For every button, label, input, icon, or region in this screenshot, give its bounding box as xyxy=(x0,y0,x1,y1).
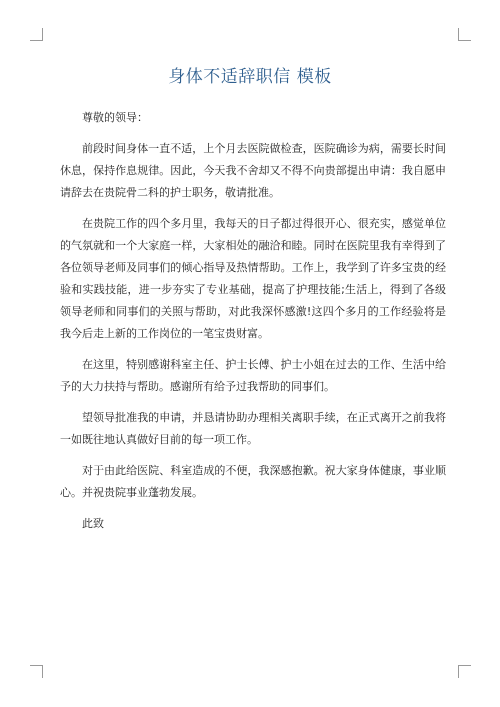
paragraph-2: 在贵院工作的四个多月里，我每天的日子都过得很开心、很充实，感觉单位的气氛就和一个大家庭一样，大家相处的融洽和睦。同时在医院里我有幸得到了各位领导老师及同事们的倾心指导及热情帮助。工作上，我学到了许多宝贵的经验和实践技能，进一步夯实了专业基础，提高了护理技能;生活上，得到了各级领导老师和同事们的关照与帮助，对此我深怀感激!这四个多月的工作经验将是我今后走上新的工作岗位的一笔宝贵财富。 xyxy=(60,217,446,340)
closing: 此致 xyxy=(82,517,104,530)
document-title: 身体不适辞职信 模板 xyxy=(168,67,332,87)
salutation: 尊敬的领导： xyxy=(82,111,148,124)
page-corner-mark-bottom-right xyxy=(458,665,471,678)
page-corner-mark-top-left xyxy=(30,28,43,41)
page-corner-mark-top-right xyxy=(458,28,471,41)
paragraph-5: 对于由此给医院、科室造成的不便，我深感抱歉。祝大家身体健康，事业顺心。并祝贵院事业蓬勃发展。 xyxy=(60,464,446,499)
paragraph-1: 前段时间身体一直不适，上个月去医院做检查，医院确诊为病，需要长时间休息，保持作息规律。因此，今天我不舍却又不得不向贵部提出申请：我自愿申请辞去在贵院骨二科的护士职务，敬请批准。 xyxy=(60,142,446,199)
paragraph-4: 望领导批准我的申请，并恳请协助办理相关离职手续，在正式离开之前我将一如既往地认真做好目前的每一项工作。 xyxy=(60,411,446,446)
page-corner-mark-bottom-left xyxy=(30,665,43,678)
letter-body xyxy=(60,107,446,544)
paragraph-3: 在这里，特别感谢科室主任、护士长傅、护士小姐在过去的工作、生活中给予的大力扶持与帮助。感谢所有给予过我帮助的同事们。 xyxy=(60,358,446,393)
